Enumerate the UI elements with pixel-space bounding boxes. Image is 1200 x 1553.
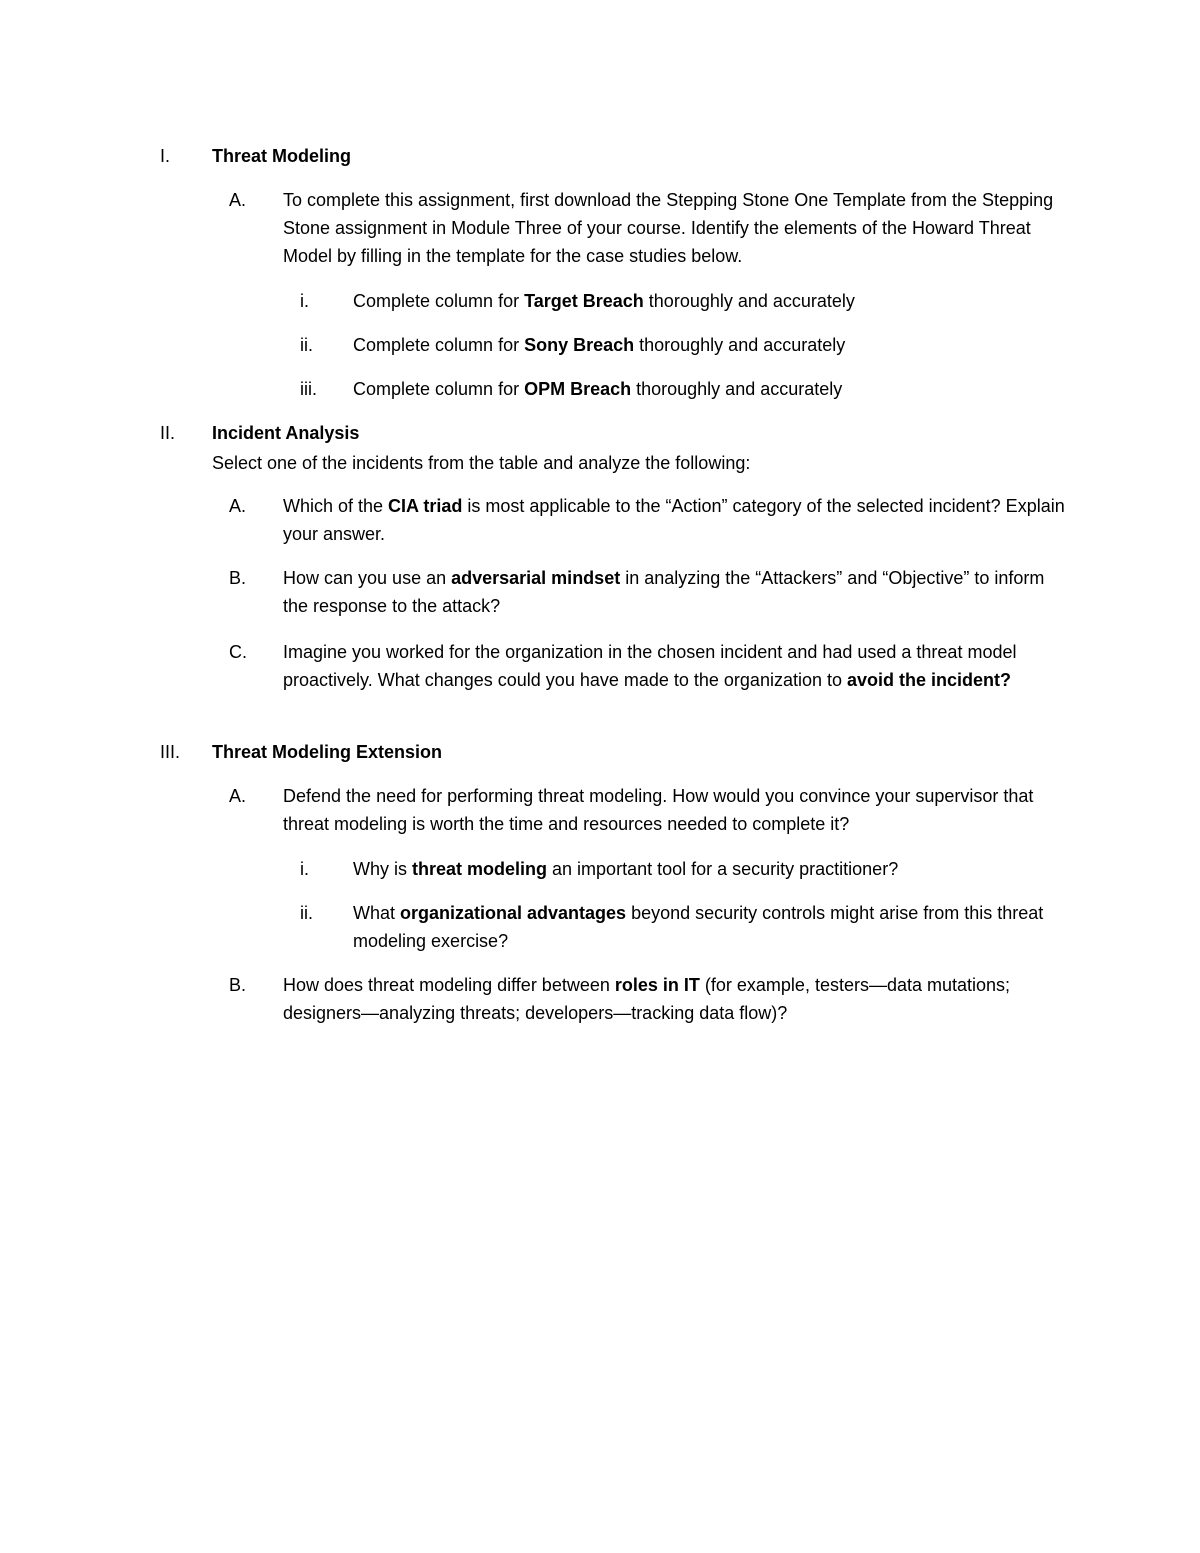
section-2-title: Incident Analysis: [212, 423, 360, 443]
section-1-a-i-text: Complete column for Target Breach thoroughly and accurately: [353, 291, 855, 311]
section-2-a-marker: A.: [229, 496, 247, 516]
section-1-a-marker: A.: [229, 190, 247, 210]
section-1-title: Threat Modeling: [212, 146, 351, 166]
section-2-b-marker: B.: [229, 568, 247, 588]
section-3-a-text: Defend the need for performing threat modeling. How would you convince your supervisor that threat modeling is worth the time and resources needed to complete it?: [283, 786, 1034, 834]
section-2-numeral: II.: [160, 423, 176, 443]
section-2-b-text: How can you use an adversarial mindset in analyzing the “Attackers” and “Objective” to inform the response to the attack?: [283, 568, 1045, 616]
section-3-a-marker: A.: [229, 786, 247, 806]
section-2-c-text: Imagine you worked for the organization in the chosen incident and had used a threat model proactively. What changes could you have made to the organization to avoid the incident?: [283, 642, 1017, 690]
section-2-a-text: Which of the CIA triad is most applicable to the “Action” category of the selected incident? Explain your answer.: [283, 496, 1065, 544]
section-3-title: Threat Modeling Extension: [212, 742, 443, 762]
section-1-a-ii-text: Complete column for Sony Breach thoroughly and accurately: [353, 335, 846, 355]
section-1-a-ii-marker: ii.: [300, 335, 313, 355]
section-1-numeral: I.: [160, 146, 171, 166]
section-3-numeral: III.: [160, 742, 181, 762]
section-3-a-ii-marker: ii.: [300, 903, 313, 923]
section-3-a-i-marker: i.: [300, 859, 309, 879]
section-3-a-ii-text: What organizational advantages beyond security controls might arise from this threat modeling exercise?: [353, 903, 1044, 951]
section-3-b-marker: B.: [229, 975, 247, 995]
section-3-a-i-text: Why is threat modeling an important tool for a security practitioner?: [353, 859, 899, 879]
section-1-a-i-marker: i.: [300, 291, 309, 311]
section-1-a-text: To complete this assignment, first download the Stepping Stone One Template from the Stepping Stone assignment in Module Three of your course. Identify the elements of the Howard Threat Model by filling in the template for the case studies below.: [283, 190, 1054, 266]
section-1-a-iii-text: Complete column for OPM Breach thoroughly and accurately: [353, 379, 843, 399]
section-2-c-marker: C.: [229, 642, 247, 662]
section-3-b-text: How does threat modeling differ between roles in IT (for example, testers—data mutations; designers—analyzing threats; developers—tracking data flow)?: [283, 975, 1011, 1023]
section-2-intro: Select one of the incidents from the table and analyze the following:: [212, 453, 751, 473]
section-1-a-iii-marker: iii.: [300, 379, 317, 399]
